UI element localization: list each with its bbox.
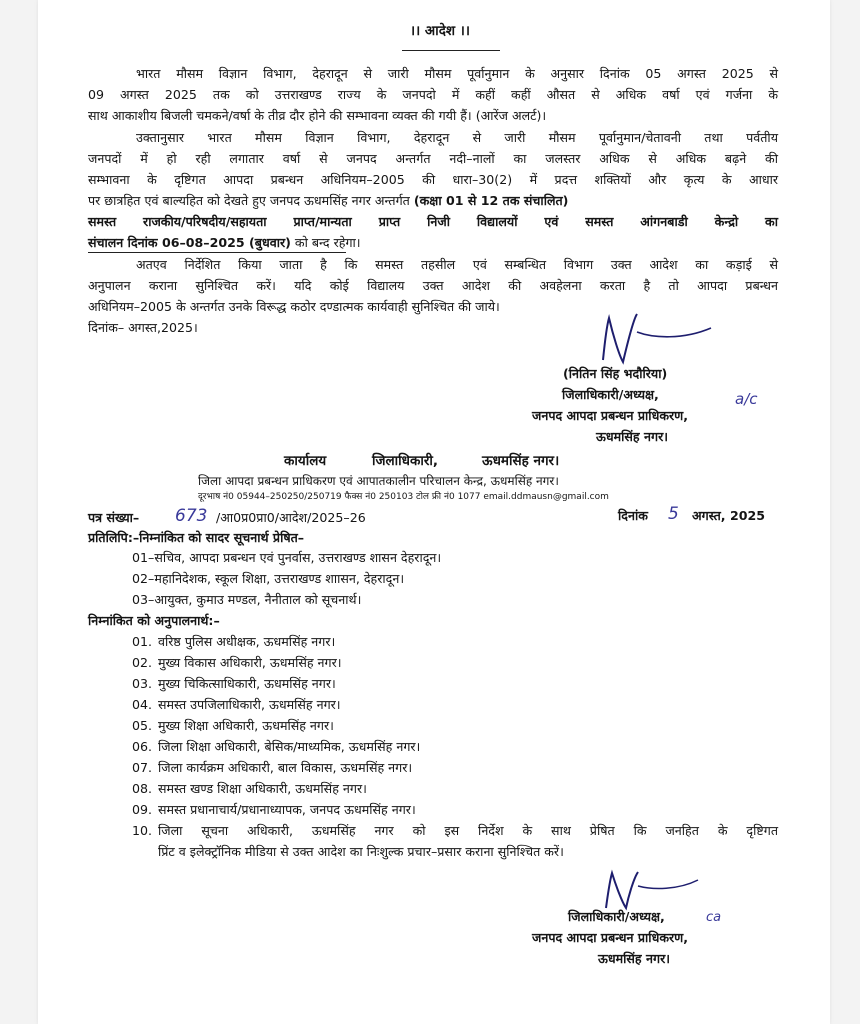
- para2-line2: जनपदों में हो रही लगातार वर्षा से जनपद अन्तर्गत नदी–नालों का जलस्तर अधिक से अधिक बढ़ने की: [88, 151, 778, 166]
- para2-line1: उक्तानुसार भारत मौसम विज्ञान विभाग, देहरादून से जारी मौसम पूर्वानुमान/चेतावनी तथा पर्वतीय: [136, 130, 778, 145]
- signatory-place: ऊधमसिंह नगर।: [596, 429, 669, 444]
- compliance-item-10-num: 10.: [132, 823, 153, 838]
- handwritten-note-1: a/c: [735, 390, 758, 408]
- signatory-name: (नितिन सिंह भदौरिया): [563, 366, 668, 381]
- compliance-item-num: 04.: [132, 697, 153, 712]
- signature-1: [593, 310, 723, 370]
- office-contact: दूरभाष नं0 05944–250250/250719 फैक्स नं0 250103 टोल फ्री नं0 1077 email.ddmausn@gmail.com: [198, 492, 609, 502]
- compliance-item-text: समस्त उपजिलाधिकारी, ऊधमसिंह नगर।: [158, 697, 341, 712]
- compliance-item-text: जिला कार्यक्रम अधिकारी, बाल विकास, ऊधमसिंह नगर।: [158, 760, 413, 775]
- signatory-title: जिलाधिकारी/अध्यक्ष,: [562, 387, 659, 402]
- para3-line3: अधिनियम–2005 के अन्तर्गत उनके विरूद्ध कठोर दण्डात्मक कार्यवाही सुनिश्चित की जाये।: [88, 299, 500, 314]
- bold-underline: [88, 252, 346, 253]
- compliance-item-10-line1: जिला सूचना अधिकारी, ऊधमसिंह नगर को इस निर्देश के साथ प्रेषित कि जनहित के दृष्टिगत: [158, 823, 778, 838]
- ref-rest: /आ0प्र0प्रा0/आदेश/2025–26: [216, 510, 366, 525]
- para3-line1: अतएव निर्देशित किया जाता है कि समस्त तहसील एवं सम्बन्धित विभाग उक्त आदेश का कड़ाई से: [136, 257, 778, 272]
- copy-item-3: 03–आयुक्त, कुमाउ मण्डल, नैनीताल को सूचनार्थ।: [132, 592, 362, 607]
- footer-sign-title: जिलाधिकारी/अध्यक्ष,: [568, 909, 665, 924]
- handwritten-note-2: ca: [706, 910, 722, 925]
- para2-line4-bold: (कक्षा 01 से 12 तक संचालित): [413, 193, 569, 208]
- footer-sign-place: ऊधमसिंह नगर।: [598, 951, 671, 966]
- document-page: [38, 0, 830, 1024]
- compliance-item-num: 06.: [132, 739, 153, 754]
- letter-date-rest: अगस्त, 2025: [692, 508, 766, 523]
- compliance-item-num: 02.: [132, 655, 153, 670]
- compliance-item-num: 08.: [132, 781, 153, 796]
- para2-line6-bold: संचालन दिनांक 06–08–2025 (बुधवार): [88, 235, 291, 250]
- compliance-item-10-line2: प्रिंट व इलेक्ट्रॉनिक मीडिया से उक्त आदेश का निःशुल्क प्रचार–प्रसार कराना सुनिश्चित करें।: [158, 844, 564, 859]
- signature-2: [598, 868, 708, 913]
- compliance-item-num: 05.: [132, 718, 153, 733]
- order-title: ।। आदेश ।।: [410, 23, 471, 39]
- para3-line2: अनुपालन कराना सुनिश्चित करें। यदि कोई विद्यालय उक्त आदेश की अवहेलना करता है तो आपदा प्रबन्धन: [88, 278, 778, 293]
- compliance-item-text: मुख्य चिकित्साधिकारी, ऊधमसिंह नगर।: [158, 676, 336, 691]
- para1-line2: 09 अगस्त 2025 तक को उत्तराखण्ड राज्य के जनपदो में कहीं कहीं औसत से अधिक वर्षा एवं गर्जना के: [88, 87, 778, 102]
- para2-line5: समस्त राजकीय/परिषदीय/सहायता प्राप्त/मान्यता प्राप्त निजी विद्यालयों एवं समस्त आंगनबाडी केन्द्रो का: [88, 214, 778, 229]
- ref-label: पत्र संख्या–: [88, 510, 140, 525]
- para1-line3: साथ आकाशीय बिजली चमकने/वर्षा के तीव्र दौर होने की सम्भावना व्यक्त की गयी हैं। (आरेंज अलर्ट)।: [88, 108, 547, 123]
- para2-line4-normal: पर छात्रहित एवं बाल्यहित को देखते हुए जनपद ऊधमसिंह नगर अन्तर्गत: [88, 193, 414, 208]
- para1-line1: भारत मौसम विज्ञान विभाग, देहरादून से जारी मौसम पूर्वानुमान के अनुसार दिनांक 05 अगस्त 2025 से: [136, 66, 778, 81]
- para2-line4: [88, 195, 568, 208]
- para2-line6: [88, 237, 361, 250]
- letter-date-handwritten: 5: [668, 504, 679, 524]
- office-subheading: जिला आपदा प्रबन्धन प्राधिकरण एवं आपातकालीन परिचालन केन्द्र, ऊधमसिंह नगर।: [198, 474, 559, 488]
- para2-line6-normal: को बन्द रहेगा।: [290, 235, 361, 250]
- office-heading-place: ऊधमसिंह नगर।: [482, 453, 560, 469]
- copies-heading: प्रतिलिपि:–निम्नांकित को सादर सूचनार्थ प्रेषित–: [88, 530, 305, 545]
- order-date-line: दिनांक– अगस्त,2025।: [88, 320, 198, 335]
- copy-item-1: 01–सचिव, आपदा प्रबन्धन एवं पुनर्वास, उत्तराखण्ड शासन देहरादून।: [132, 550, 442, 565]
- signatory-org: जनपद आपदा प्रबन्धन प्राधिकरण,: [532, 408, 689, 423]
- office-heading-office: कार्यालय: [284, 453, 327, 469]
- footer-sign-org: जनपद आपदा प्रबन्धन प्राधिकरण,: [532, 930, 689, 945]
- compliance-item-text: मुख्य शिक्षा अधिकारी, ऊधमसिंह नगर।: [158, 718, 334, 733]
- compliance-item-num: 07.: [132, 760, 153, 775]
- letter-date-label: दिनांक: [618, 508, 648, 523]
- compliance-item-text: मुख्य विकास अधिकारी, ऊधमसिंह नगर।: [158, 655, 342, 670]
- ref-number-handwritten: 673: [175, 506, 208, 526]
- copy-item-2: 02–महानिदेशक, स्कूल शिक्षा, उत्तराखण्ड शाासन, देहरादून।: [132, 571, 405, 586]
- compliance-item-text: जिला शिक्षा अधिकारी, बेसिक/माध्यमिक, ऊधमसिंह नगर।: [158, 739, 421, 754]
- compliance-item-num: 03.: [132, 676, 153, 691]
- para2-line3: सम्भावना के दृष्टिगत आपदा प्रबन्धन अधिनियम–2005 की धारा–30(2) में प्रदत्त शक्तियों और कृत्य के आधार: [88, 172, 778, 187]
- compliance-item-text: वरिष्ठ पुलिस अधीक्षक, ऊधमसिंह नगर।: [158, 634, 336, 649]
- compliance-item-num: 09.: [132, 802, 153, 817]
- office-heading-dm: जिलाधिकारी,: [372, 453, 438, 469]
- title-underline: [402, 50, 500, 51]
- compliance-item-num: 01.: [132, 634, 153, 649]
- compliance-item-text: समस्त प्रधानाचार्य/प्रधानाध्यापक, जनपद ऊधमसिंह नगर।: [158, 802, 416, 817]
- compliance-item-text: समस्त खण्ड शिक्षा अधिकारी, ऊधमसिंह नगर।: [158, 781, 367, 796]
- compliance-heading: निम्नांकित को अनुपालनार्थ:–: [88, 613, 220, 628]
